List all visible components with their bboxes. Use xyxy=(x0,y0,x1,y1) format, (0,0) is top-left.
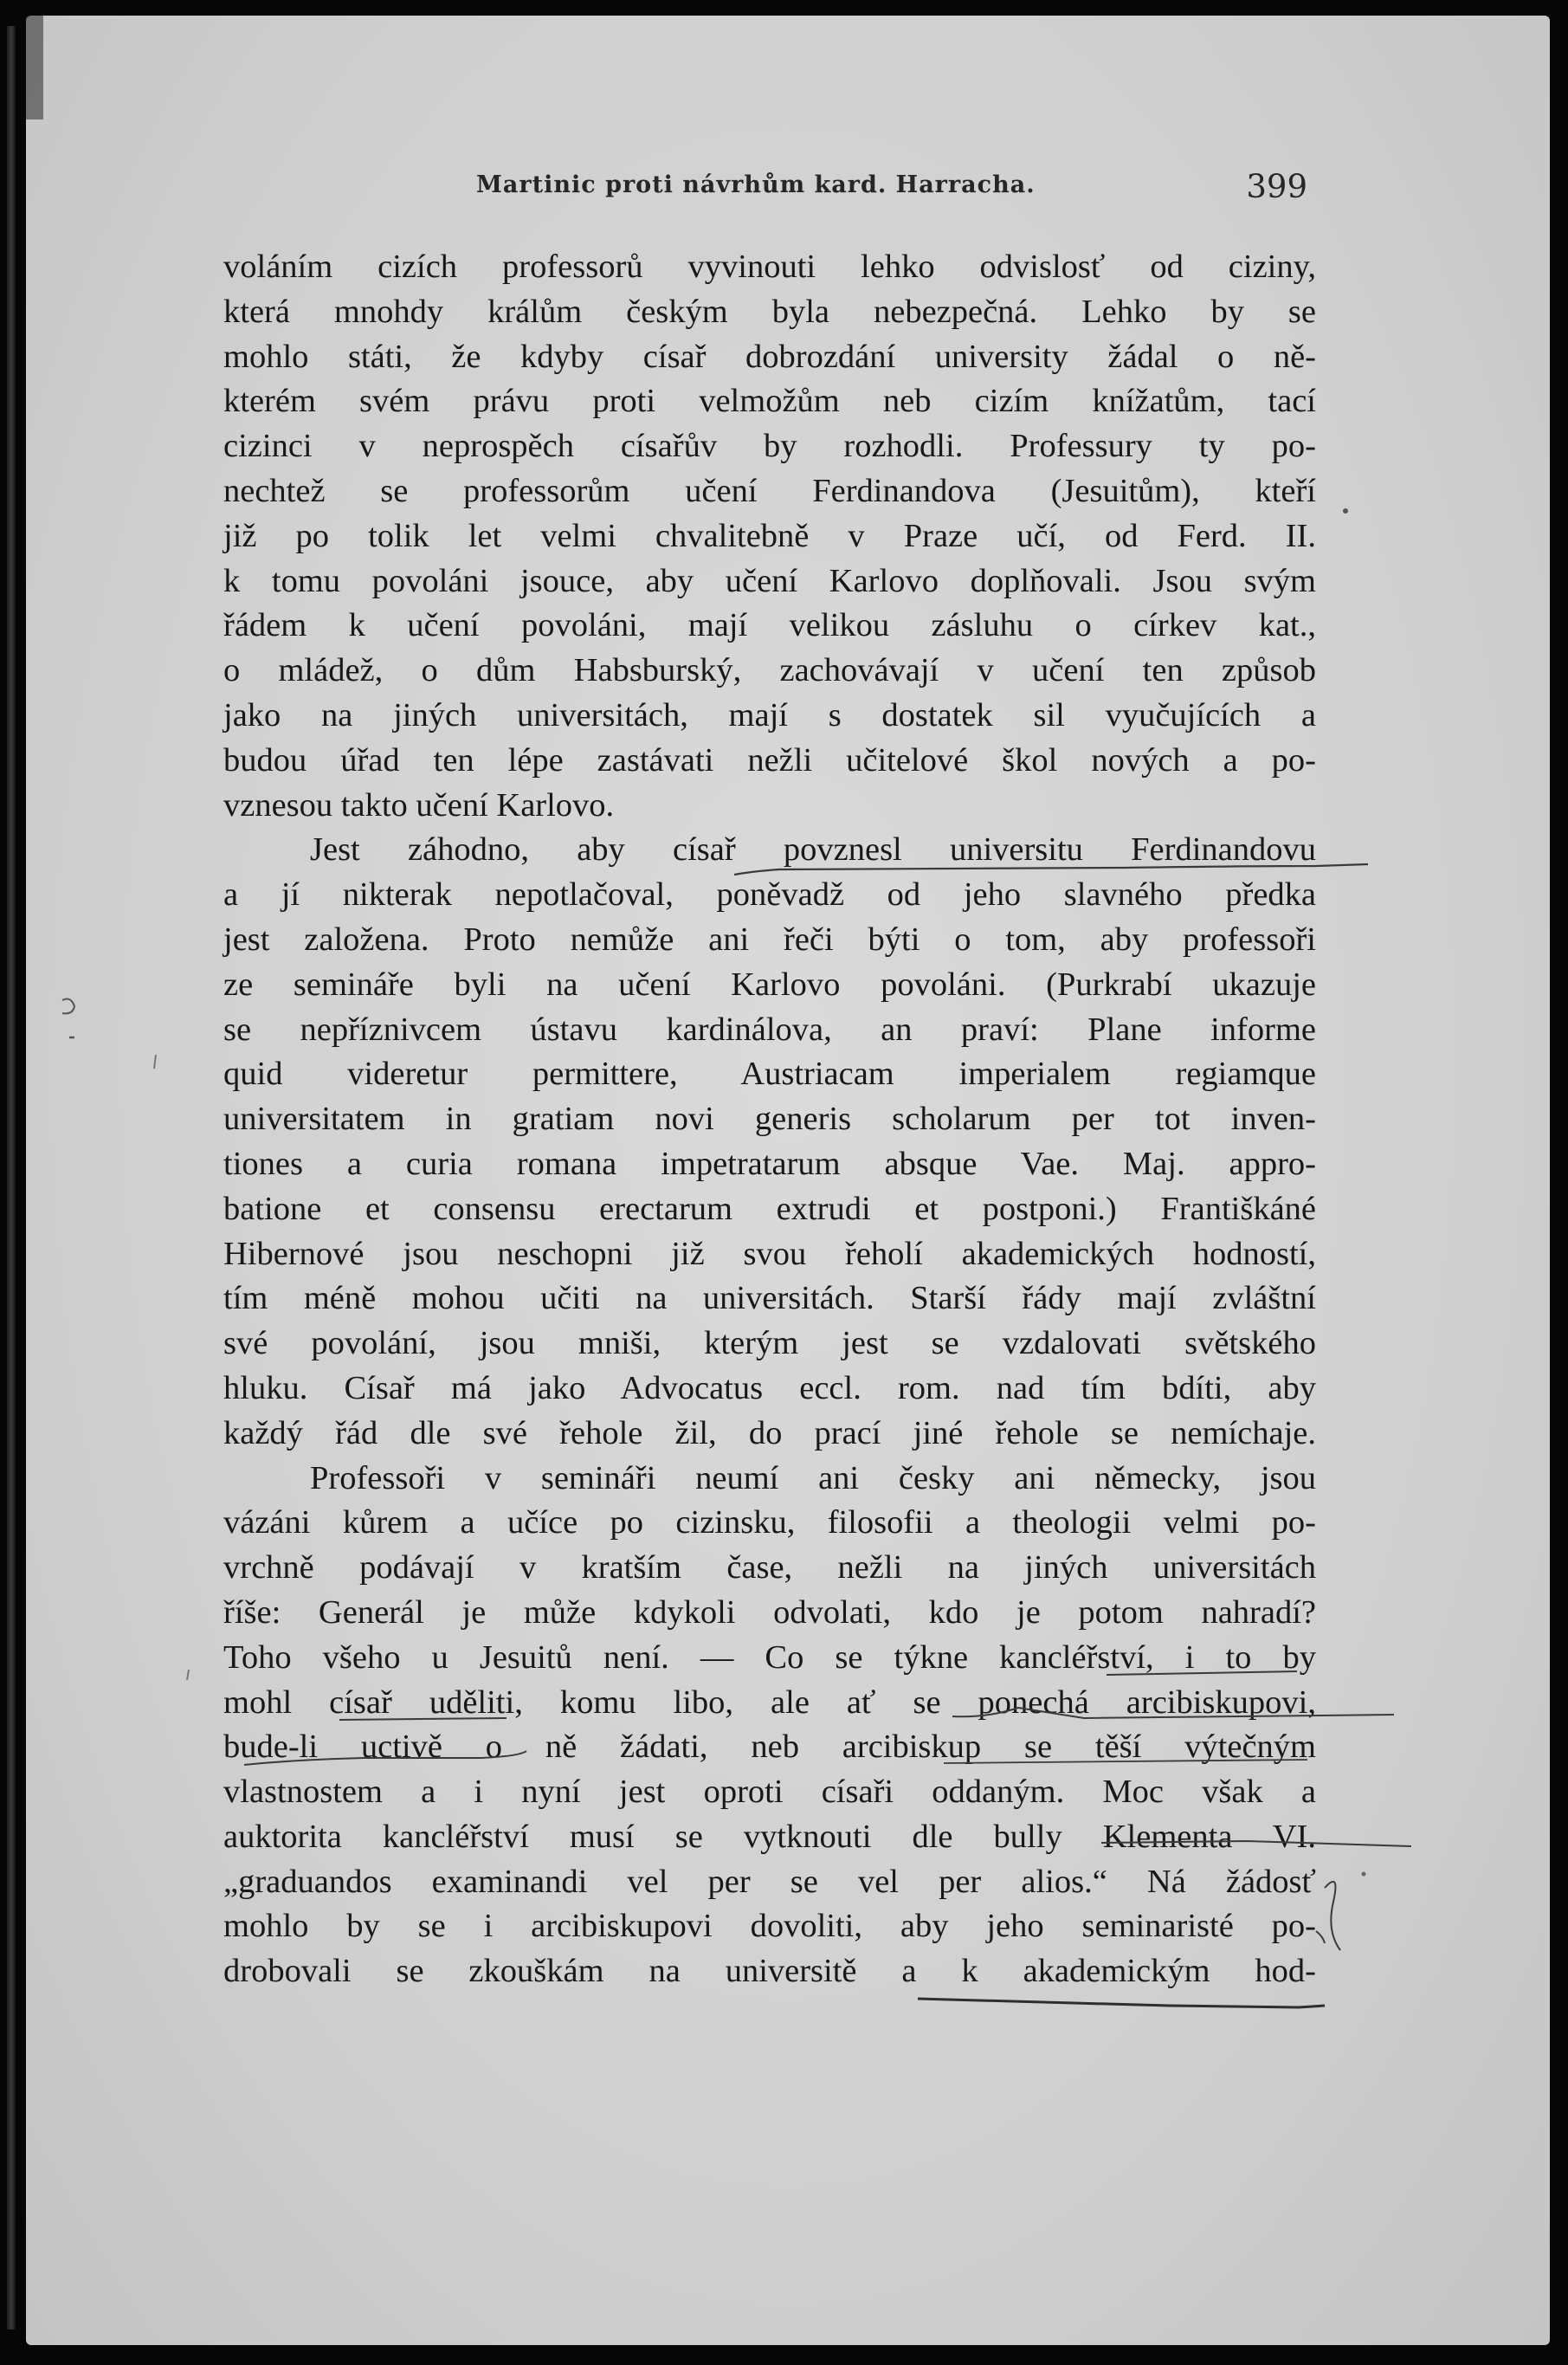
text-line: „graduandos examinandi vel per se vel per alios.“ Ná žádosť xyxy=(223,1863,1316,1900)
text-line: která mnohdy králům českým byla nebezpečná. Lehko by se xyxy=(223,293,1316,330)
text-line: drobovali se zkouškám na universitě a k akademickým hod- xyxy=(223,1953,1316,1990)
text-line: jest založena. Proto nemůže ani řeči býti o tom, aby professoři xyxy=(223,921,1316,958)
text-line: a jí nikterak nepotlačoval, poněvadž od jeho slavného předka xyxy=(223,876,1316,914)
text-line: již po tolik let velmi chvalitebně v Praze učí, od Ferd. II. xyxy=(223,517,1316,554)
text-line: batione et consensu erectarum extrudi et postponi.) Františkáné xyxy=(223,1190,1316,1227)
text-line: budou úřad ten lépe zastávati nežli učitelové škol nových a po- xyxy=(223,741,1316,779)
text-line: hluku. Císař má jako Advocatus eccl. rom. nad tím bdíti, aby xyxy=(223,1369,1316,1406)
text-line: k tomu povoláni jsouce, aby učení Karlovo doplňovali. Jsou svým xyxy=(223,562,1316,599)
text-line: řádem k učení povoláni, mají velikou zásluhu o církev kat., xyxy=(223,607,1316,644)
text-line: se nepříznivcem ústavu kardinálova, an praví: Plane informe xyxy=(223,1011,1316,1048)
text-line: Professoři v semináři neumí ani česky ani německy, jsou xyxy=(310,1459,1316,1496)
text-line: kterém svém právu proti velmožům neb cizím knížatům, tací xyxy=(223,383,1316,420)
text-line: tím méně mohou učiti na universitách. Starší řády mají zvláštní xyxy=(223,1280,1316,1317)
text-line: ze semináře byli na učení Karlovo povoláni. (Purkrabí ukazuje xyxy=(223,966,1316,1003)
text-line: Toho všeho u Jesuitů není. — Co se týkne kancléřství, i to by xyxy=(223,1638,1316,1676)
text-line: Hibernové jsou neschopni již svou řeholí akademických hodností, xyxy=(223,1235,1316,1272)
text-line: universitatem in gratiam novi generis scholarum per tot inven- xyxy=(223,1101,1316,1138)
text-line: jako na jiných universitách, mají s dostatek sil vyučujících a xyxy=(223,696,1316,733)
text-line: o mládež, o dům Habsburský, zachovávají v učení ten způsob xyxy=(223,652,1316,689)
body-text xyxy=(223,245,1316,1994)
text-line: vlastnostem a i nyní jest oproti císaři oddaným. Moc však a xyxy=(223,1774,1316,1811)
text-line: voláním cizích professorů vyvinouti lehko odvislosť od ciziny, xyxy=(223,249,1316,285)
text-line: své povolání, jsou mniši, kterým jest se vzdalovati světského xyxy=(223,1325,1316,1362)
text-line: auktorita kancléřství musí se vytknouti dle bully Klementa VI. xyxy=(223,1818,1316,1855)
text-line: Jest záhodno, aby císař povznesl universitu Ferdinandovu xyxy=(310,831,1316,869)
text-line: každý řád dle své řehole žil, do prací jiné řehole se nemíchaje. xyxy=(223,1414,1316,1451)
text-line: vázáni kůrem a učíce po cizinsku, filosofii a theologii velmi po- xyxy=(223,1504,1316,1541)
text-line: mohlo státi, že kdyby císař dobrozdání university žádal o ně- xyxy=(223,338,1316,375)
text-line: nechtež se professorům učení Ferdinandova (Jesuitům), kteří xyxy=(223,472,1316,509)
text-line: vznesou takto učení Karlovo. xyxy=(223,786,615,824)
running-title: Martinic proti návrhům kard. Harracha. xyxy=(476,171,1036,198)
text-line: bude-li uctivě o ně žádati, neb arcibiskup se těší výtečným xyxy=(223,1729,1316,1766)
text-line: mohlo by se i arcibiskupovi dovoliti, aby jeho seminaristé po- xyxy=(223,1908,1316,1945)
page-edge-shadow xyxy=(7,26,16,2329)
text-line: mohl císař uděliti, komu libo, ale ať se ponechá arcibiskupovi, xyxy=(223,1683,1316,1721)
text-line: quid videretur permittere, Austriacam imperialem regiamque xyxy=(223,1056,1316,1093)
text-line: tiones a curia romana impetratarum absque Vae. Maj. appro- xyxy=(223,1145,1316,1182)
text-line: vrchně podávají v kratším čase, nežli na jiných universitách xyxy=(223,1549,1316,1586)
text-line: cizinci v neprospěch císařův by rozhodli. Professury ty po- xyxy=(223,428,1316,465)
text-line: říše: Generál je může kdykoli odvolati, kdo je potom nahradí? xyxy=(223,1593,1316,1631)
page-number: 399 xyxy=(1246,168,1307,205)
